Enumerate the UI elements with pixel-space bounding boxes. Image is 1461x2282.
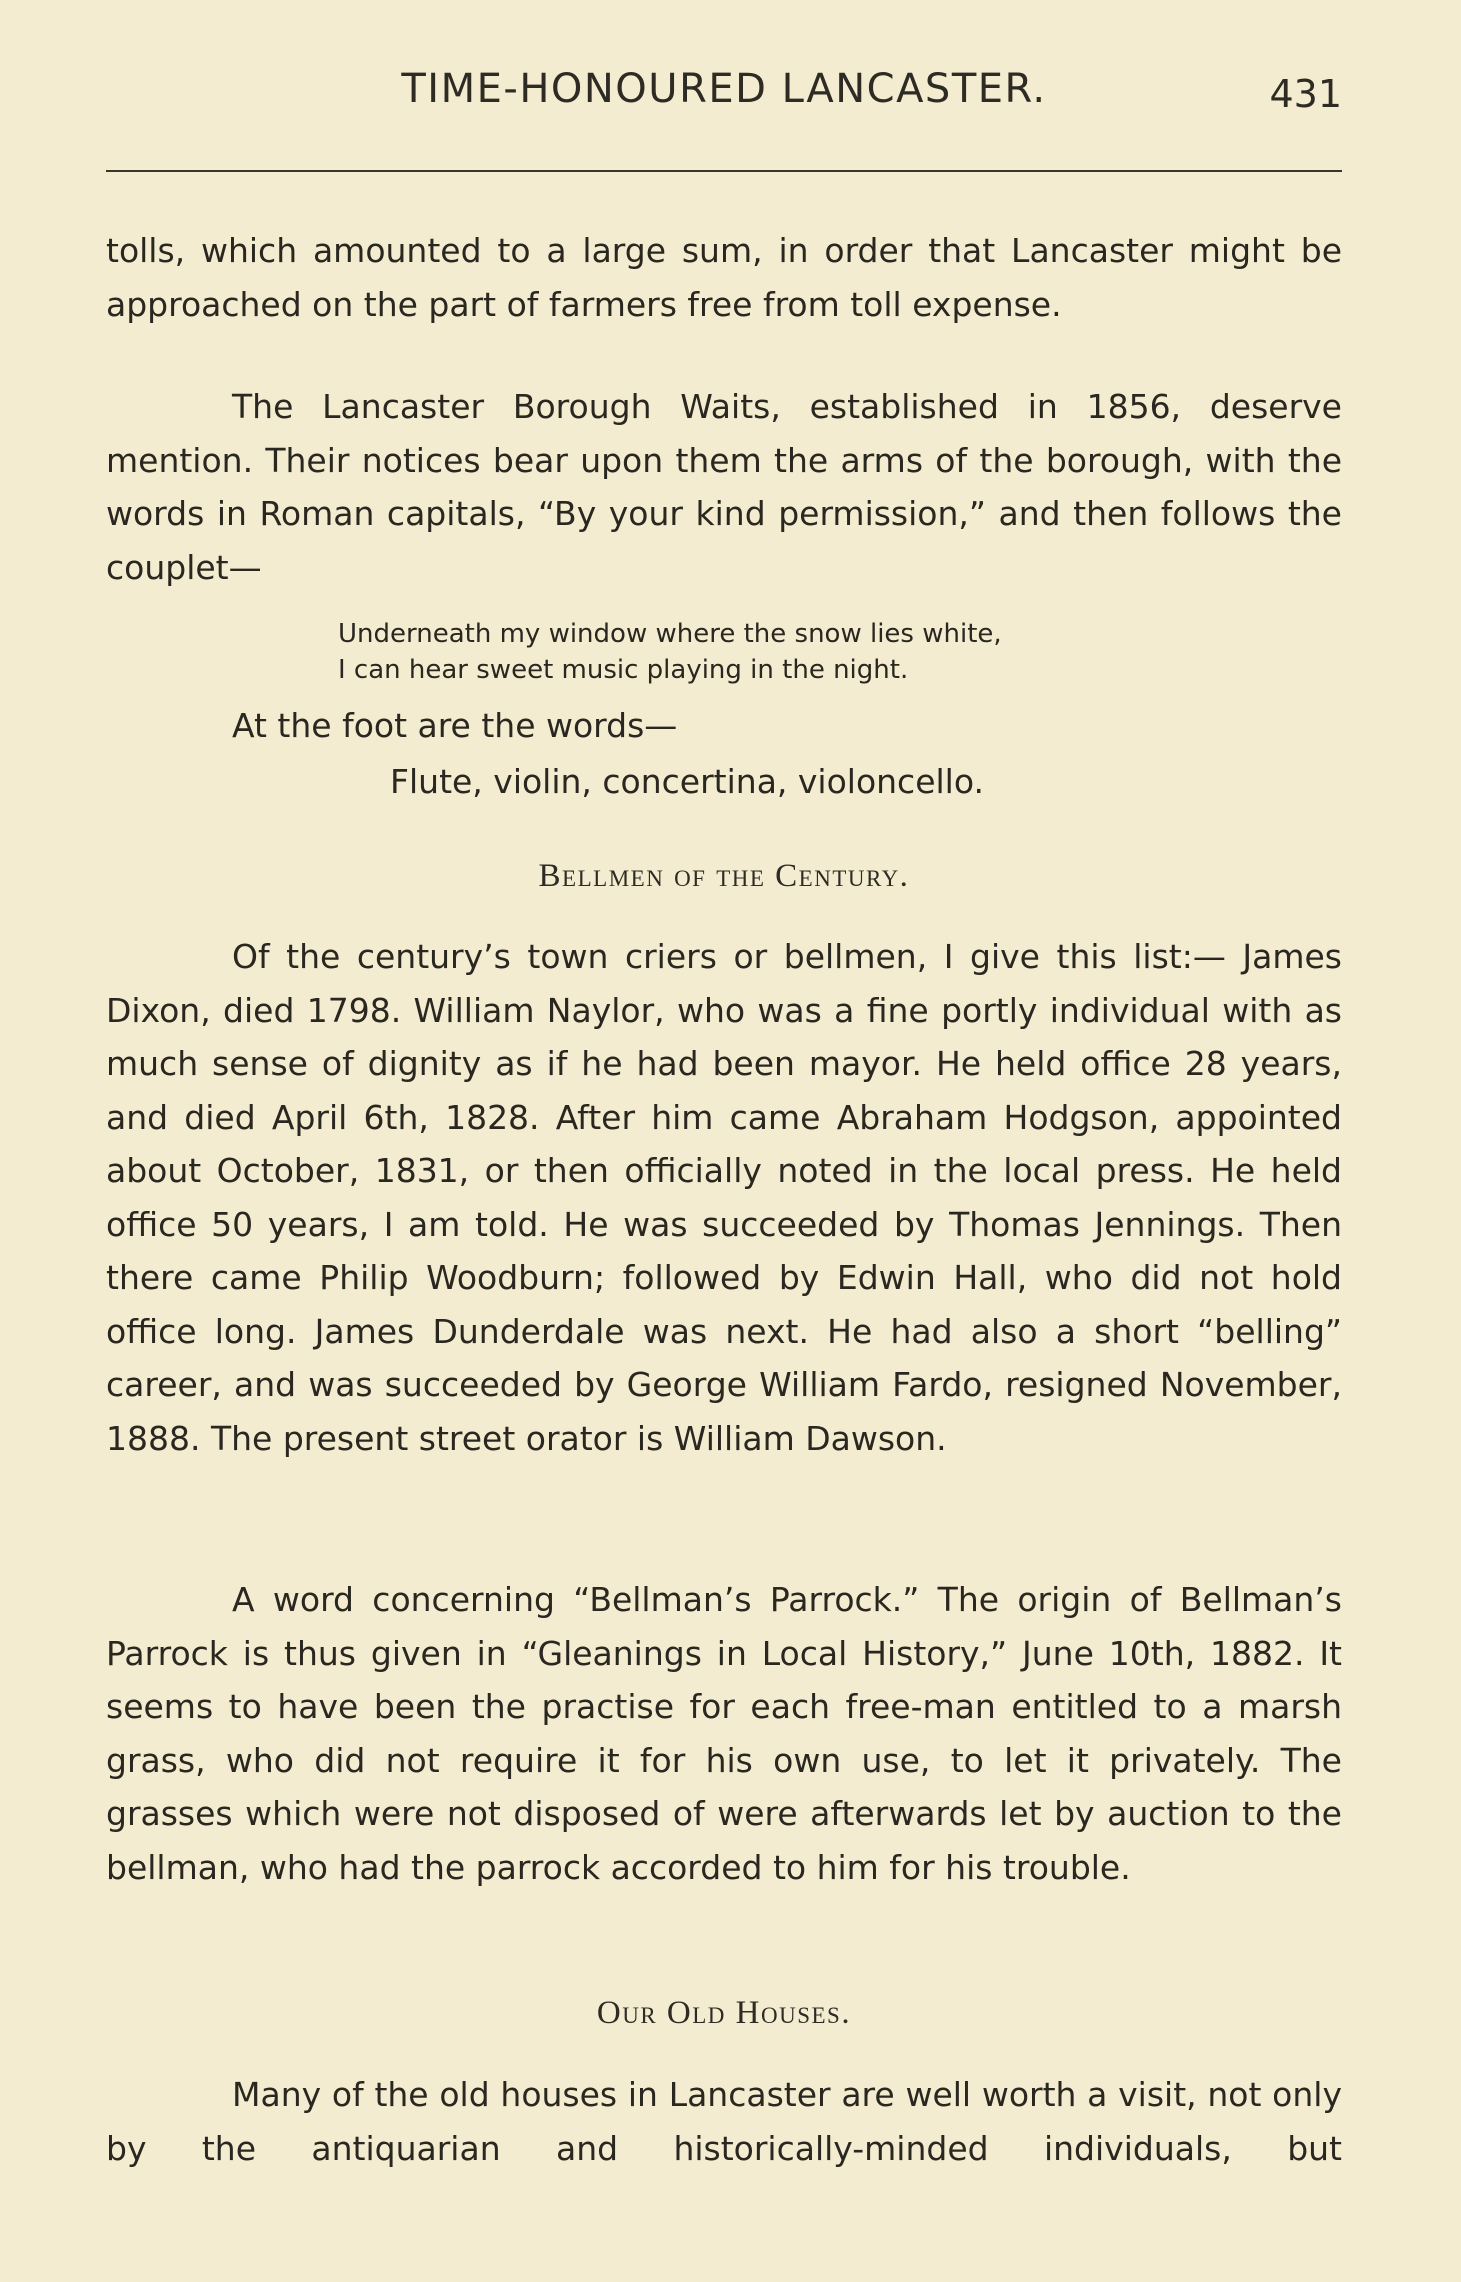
paragraph-old-houses: [106, 2068, 1342, 2175]
paragraph-borough-waits: [106, 380, 1342, 594]
section-heading-bellmen: Bellmen of the Century.: [538, 858, 910, 894]
foot-intro-line: At the foot are the words—: [232, 706, 678, 745]
paragraph-text: tolls, which amounted to a large sum, in order that Lancaster might be approached on the part of farmers free from toll expense.: [106, 231, 1342, 324]
paragraph-bellmans-parrock: [106, 1573, 1342, 1894]
paragraph-text: The Lancaster Borough Waits, established in 1856, deserve mention. Their notices bear upon them the arms of the borough, with the words in Roman capitals, “By your kind permission,” and then follows the couplet—: [106, 387, 1342, 587]
section-heading-old-houses: Our Old Houses.: [596, 1995, 852, 2031]
paragraph-bellmen-list: [106, 930, 1342, 1465]
paragraph-text: A word concerning “Bellman’s Parrock.” The origin of Bellman’s Parrock is thus given in “Gleanings in Local History,” June 10th, 1882. It seems to have been the practise for each free-man entitled to a marsh grass, who did not require it for his own use, to let it privately. The grasses which were not disposed of were afterwards let by auction to the bellman, who had the parrock accorded to him for his trouble.: [106, 1580, 1342, 1887]
verse-line: Underneath my window where the snow lies white,: [338, 619, 1002, 649]
paragraph-text: Many of the old houses in Lancaster are well worth a visit, not only by the antiquarian and historically-minded individuals, but: [106, 2075, 1342, 2168]
instruments-line: Flute, violin, concertina, violoncello.: [390, 762, 984, 801]
paragraph-tolls: [106, 224, 1342, 331]
paragraph-text: Of the century’s town criers or bellmen, I give this list:— James Dixon, died 1798. William Naylor, who was a fine portly individual with as much sense of dignity as if he had been mayor. He held office 28 years, and died April 6th, 1828. After him came Abraham Hodgson, appointed about October, 1831, or then officially noted in the local press. He held office 50 years, I am told. He was succeeded by Thomas Jennings. Then there came Philip Woodburn; followed by Edwin Hall, who did not hold office long. James Dunderdale was next. He had also a short “belling” career, and was succeeded by George William Fardo, resigned November, 1888. The present street orator is William Dawson.: [106, 937, 1342, 1458]
running-title: TIME-HONOURED LANCASTER.: [401, 66, 1047, 112]
header-rule: [106, 170, 1342, 172]
page-number: 431: [1269, 72, 1342, 116]
page-header: [106, 62, 1342, 122]
couplet: [338, 616, 1238, 688]
verse-line: I can hear sweet music playing in the night.: [338, 655, 909, 685]
